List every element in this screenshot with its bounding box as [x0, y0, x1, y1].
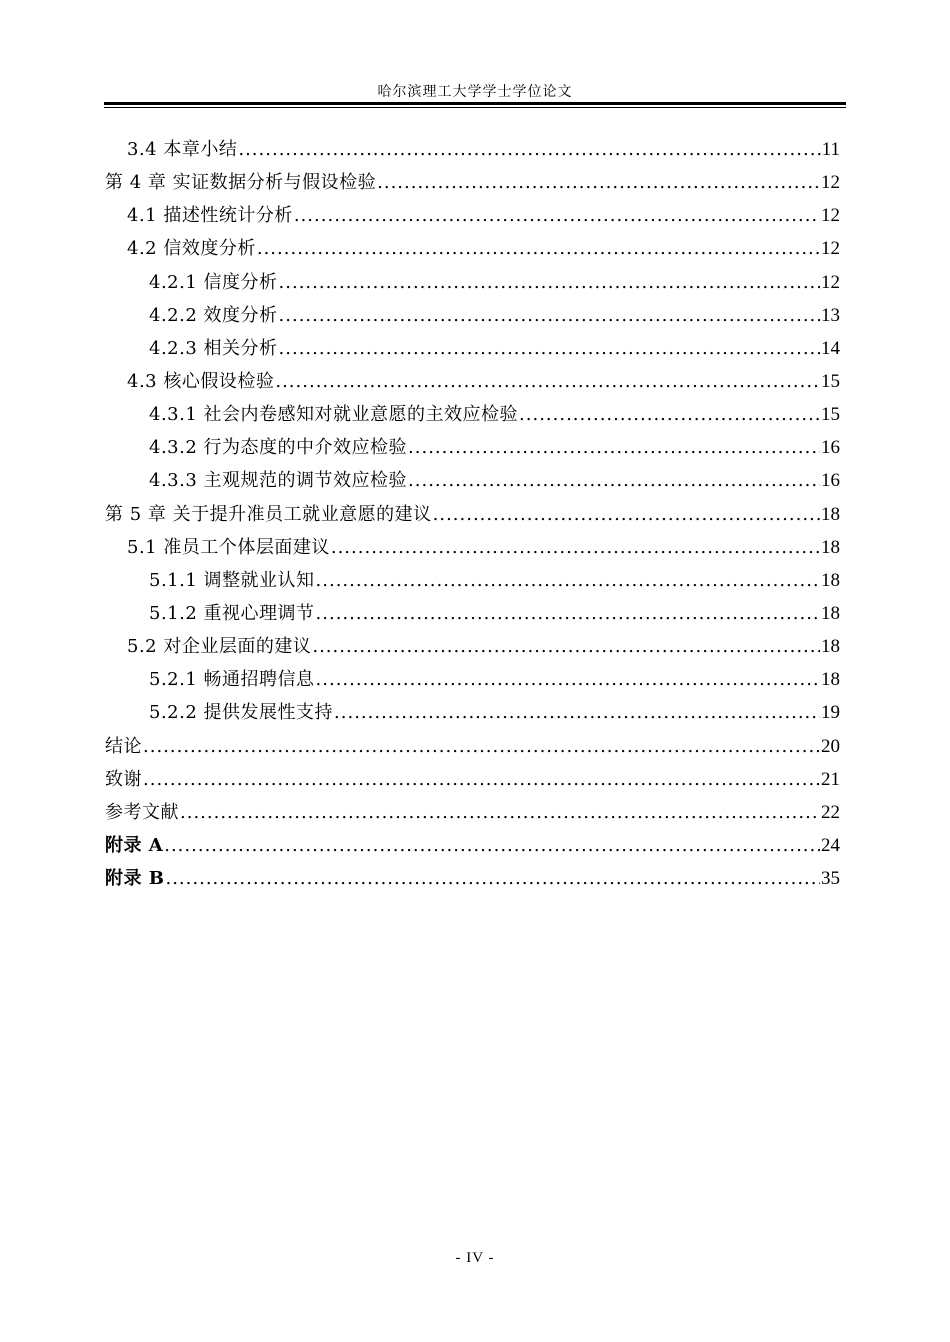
toc-dot-leader: [408, 431, 820, 464]
toc-entry-page-number: 18: [821, 602, 840, 624]
toc-entry-page-number: 11: [821, 139, 840, 160]
toc-entry[interactable]: [105, 498, 840, 531]
toc-entry-page-number: 19: [821, 702, 840, 724]
toc-entry-page-number: 20: [821, 735, 840, 757]
toc-entry[interactable]: [105, 332, 840, 365]
toc-entry[interactable]: [105, 862, 840, 895]
toc-dot-leader: [279, 299, 820, 332]
toc-entry[interactable]: [105, 597, 840, 630]
toc-entry-page-number: 12: [821, 205, 840, 227]
toc-dot-leader: [316, 663, 820, 696]
toc-dot-leader: [275, 365, 820, 398]
toc-entry-label: 5.2.1 畅通招聘信息: [149, 669, 315, 691]
toc-entry-label: 致谢: [105, 768, 142, 790]
header-rule-thin: [104, 107, 846, 108]
toc-entry[interactable]: [105, 829, 840, 862]
toc-entry-label: 第 4 章 实证数据分析与假设检验: [105, 172, 377, 194]
toc-entry-page-number: 12: [821, 271, 840, 293]
toc-entry[interactable]: [105, 133, 840, 166]
toc-dot-leader: [316, 564, 820, 597]
toc-entry-page-number: 15: [821, 404, 840, 426]
toc-entry-page-number: 18: [821, 503, 840, 525]
toc-dot-leader: [238, 133, 820, 166]
toc-entry-page-number: 18: [821, 669, 840, 691]
toc-dot-leader: [408, 464, 820, 497]
toc-dot-leader: [143, 730, 820, 763]
toc-entry-page-number: 12: [821, 238, 840, 260]
toc-entry[interactable]: [105, 299, 840, 332]
toc-entry[interactable]: [105, 166, 840, 199]
toc-entry[interactable]: [105, 630, 840, 663]
toc-entry[interactable]: [105, 199, 840, 232]
toc-entry[interactable]: [105, 696, 840, 729]
toc-entry[interactable]: [105, 763, 840, 796]
toc-entry-page-number: 24: [821, 834, 840, 856]
toc-dot-leader: [143, 763, 820, 796]
toc-entry-page-number: 16: [821, 470, 840, 492]
toc-entry-label: 附录 B: [105, 868, 165, 890]
toc-entry-label: 5.1 准员工个体层面建议: [127, 536, 330, 558]
toc-dot-leader: [519, 398, 820, 431]
toc-dot-leader: [279, 332, 820, 365]
toc-entry-label: 4.2.2 效度分析: [149, 304, 278, 326]
header-rule-thick: [104, 102, 846, 105]
toc-entry-label: 4.3.1 社会内卷感知对就业意愿的主效应检验: [149, 404, 519, 426]
toc-dot-leader: [316, 597, 820, 630]
toc-entry-label: 4.1 描述性统计分析: [127, 205, 293, 227]
toc-dot-leader: [294, 199, 820, 232]
toc-entry-label: 5.2.2 提供发展性支持: [149, 702, 334, 724]
toc-entry-page-number: 35: [821, 868, 840, 890]
toc-entry[interactable]: [105, 531, 840, 564]
toc-entry-page-number: 18: [821, 636, 840, 658]
toc-entry-label: 4.3 核心假设检验: [127, 370, 275, 392]
toc-dot-leader: [433, 498, 820, 531]
toc-entry[interactable]: [105, 431, 840, 464]
toc-dot-leader: [164, 829, 820, 862]
toc-entry-page-number: 16: [821, 437, 840, 459]
toc-entry-label: 结论: [105, 735, 142, 757]
toc-entry-page-number: 18: [821, 569, 840, 591]
toc-entry-page-number: 18: [821, 536, 840, 558]
page-number-footer: - IV -: [455, 1250, 495, 1266]
toc-entry[interactable]: [105, 398, 840, 431]
toc-entry-label: 附录 A: [105, 834, 164, 856]
toc-dot-leader: [334, 696, 820, 729]
toc-entry[interactable]: [105, 796, 840, 829]
toc-entry-page-number: 14: [821, 337, 840, 359]
toc-entry-page-number: 12: [821, 172, 840, 194]
toc-entry[interactable]: [105, 266, 840, 299]
toc-entry[interactable]: [105, 564, 840, 597]
toc-entry-page-number: 21: [821, 768, 840, 790]
toc-dot-leader: [257, 232, 820, 265]
toc-entry-label: 3.4 本章小结: [127, 139, 238, 160]
running-header-title: 哈尔滨理工大学学士学位论文: [377, 84, 573, 100]
toc-entry-label: 5.1.1 调整就业认知: [149, 569, 315, 591]
toc-entry-label: 4.2.3 相关分析: [149, 337, 278, 359]
toc-entry-page-number: 13: [821, 304, 840, 326]
toc-entry[interactable]: [105, 232, 840, 265]
toc-entry-label: 4.3.3 主观规范的调节效应检验: [149, 470, 408, 492]
toc-entry-label: 5.1.2 重视心理调节: [149, 602, 315, 624]
table-of-contents: [105, 133, 840, 895]
toc-entry[interactable]: [105, 663, 840, 696]
toc-entry[interactable]: [105, 464, 840, 497]
toc-dot-leader: [279, 266, 820, 299]
toc-dot-leader: [377, 166, 820, 199]
toc-entry[interactable]: [105, 730, 840, 763]
toc-dot-leader: [331, 531, 820, 564]
toc-entry-label: 4.3.2 行为态度的中介效应检验: [149, 437, 408, 459]
toc-entry-label: 4.2.1 信度分析: [149, 271, 278, 293]
toc-entry-page-number: 22: [821, 801, 840, 823]
toc-dot-leader: [312, 630, 820, 663]
toc-dot-leader: [165, 862, 820, 895]
toc-entry-label: 5.2 对企业层面的建议: [127, 636, 312, 658]
toc-entry[interactable]: [105, 365, 840, 398]
toc-dot-leader: [180, 796, 820, 829]
toc-entry-label: 参考文献: [105, 801, 179, 823]
toc-entry-label: 4.2 信效度分析: [127, 238, 256, 260]
toc-entry-page-number: 15: [821, 370, 840, 392]
toc-entry-label: 第 5 章 关于提升准员工就业意愿的建议: [105, 503, 432, 525]
